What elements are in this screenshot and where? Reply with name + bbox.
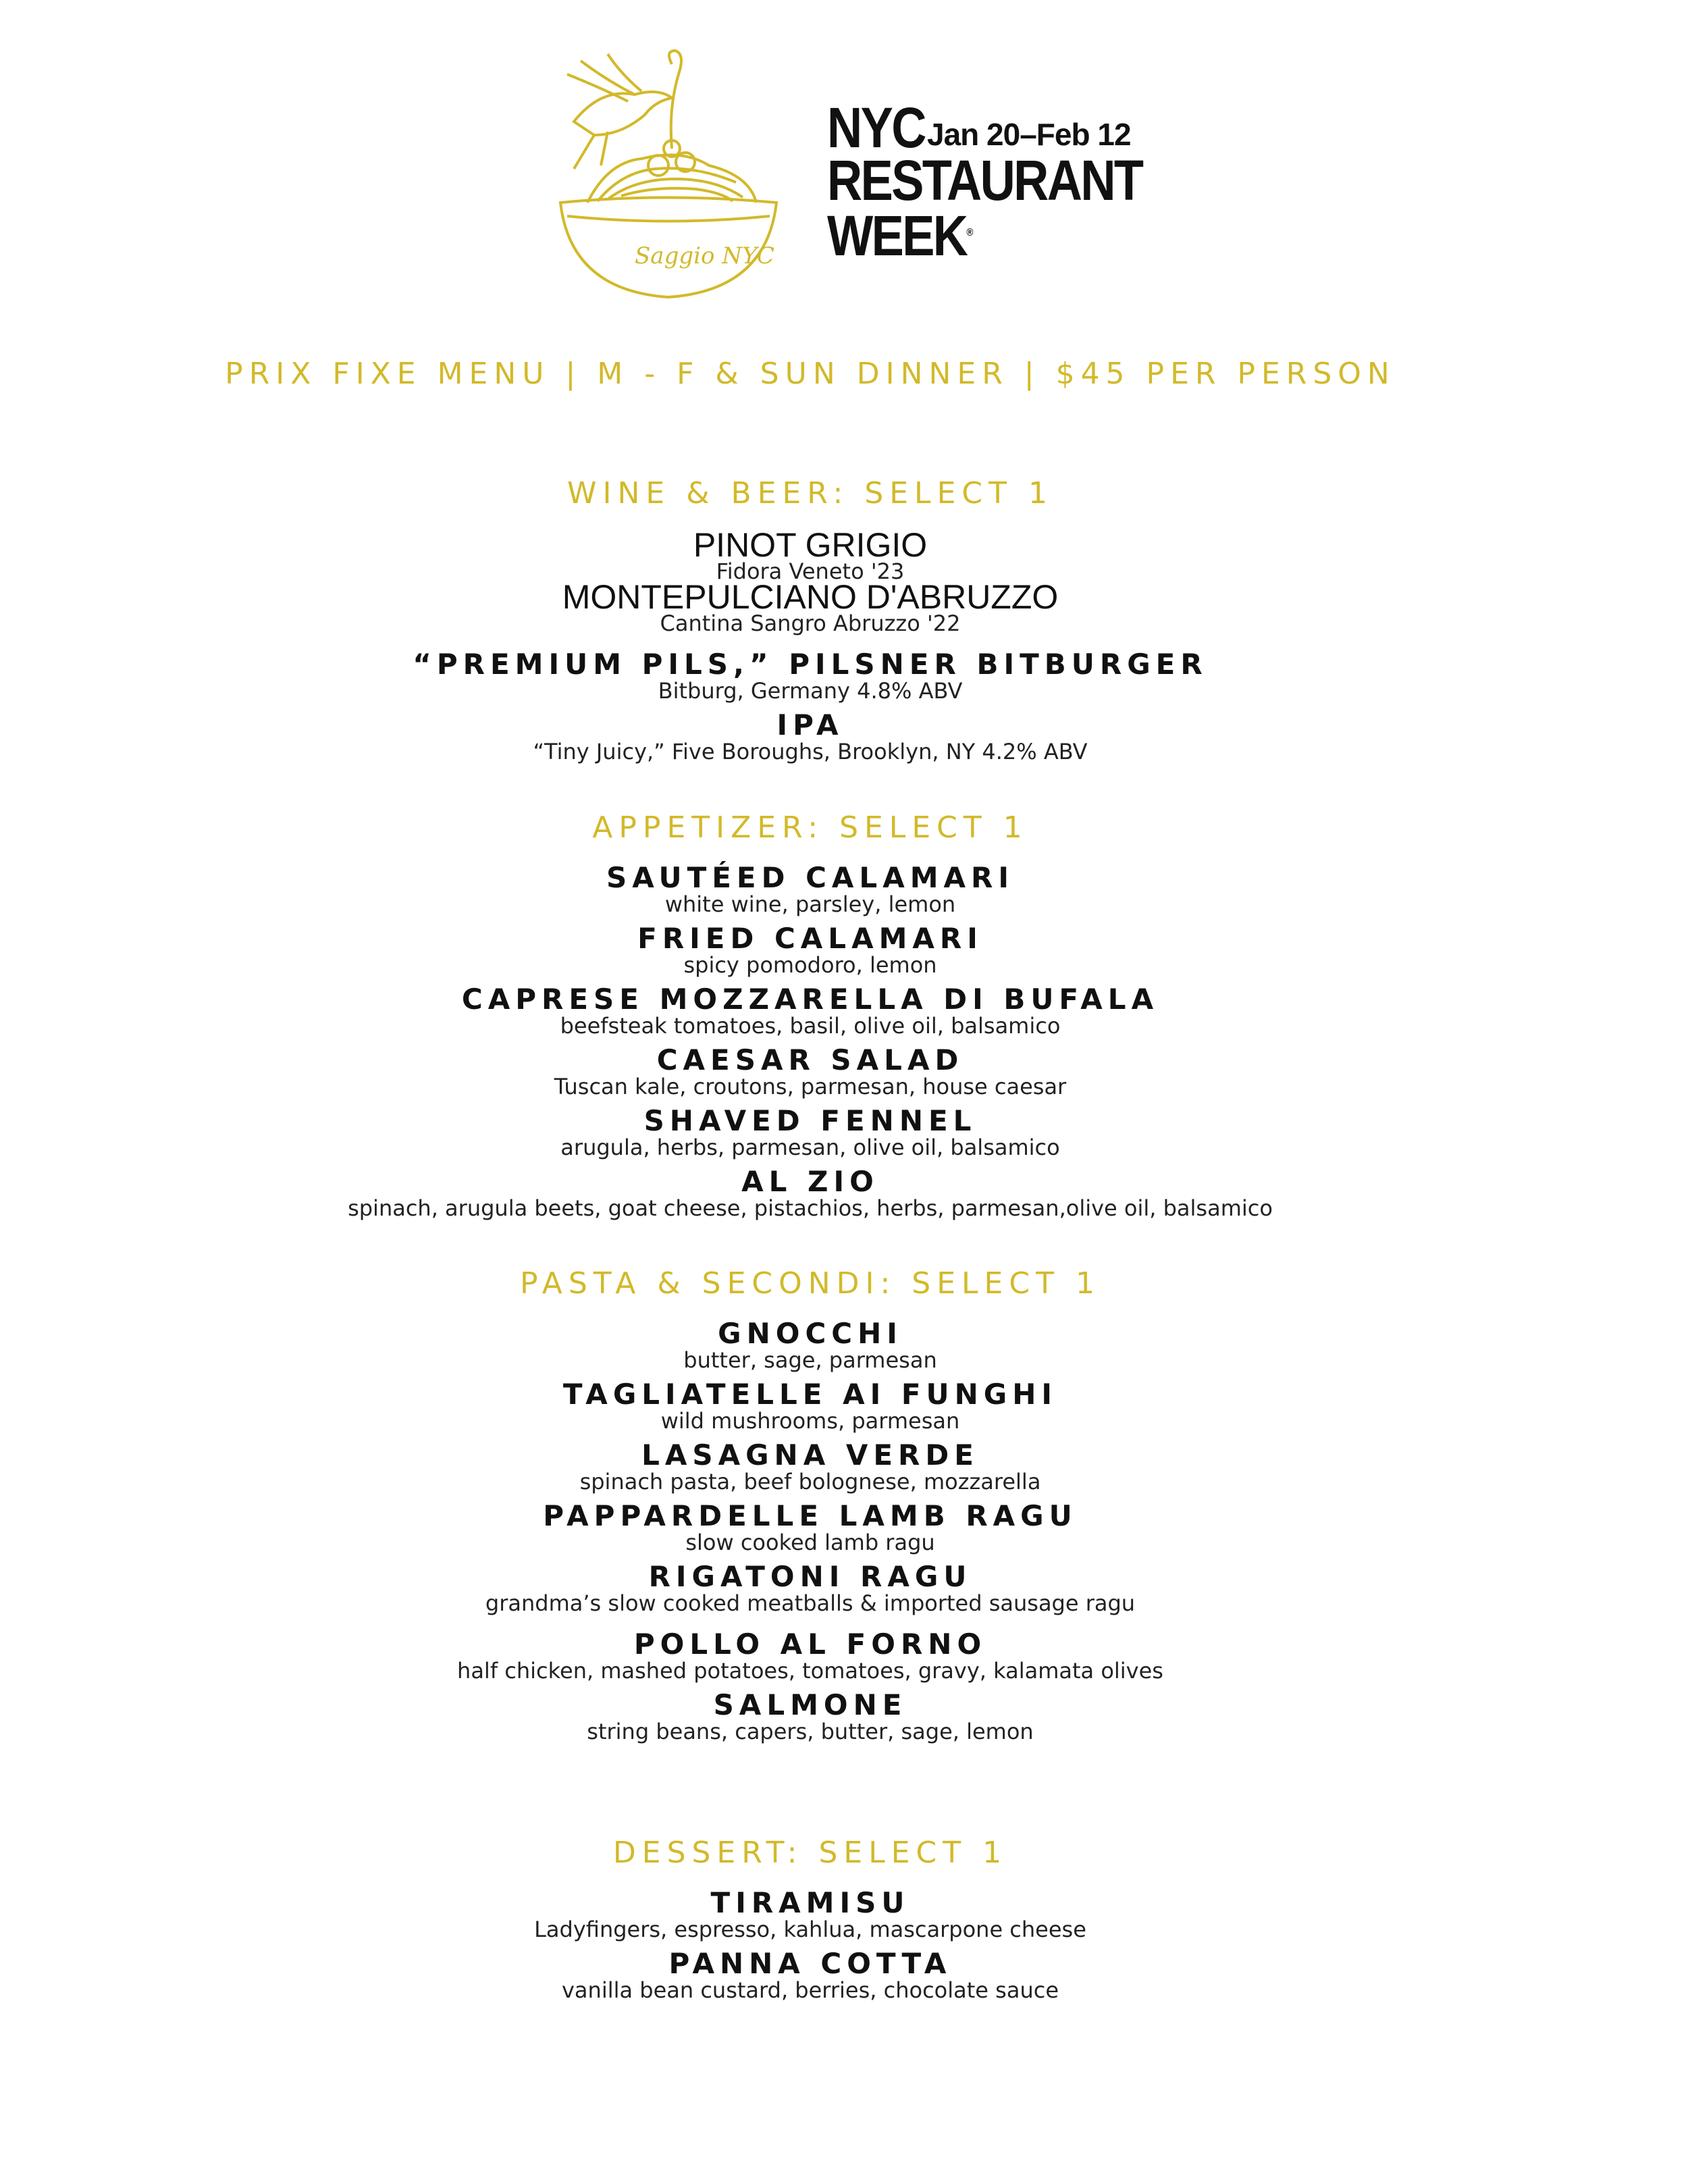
menu-item	[0, 710, 1620, 763]
section-title-pasta-secondi: PASTA & SECONDI: SELECT 1	[520, 1266, 1101, 1301]
item-desc: Fidora Veneto '23	[716, 558, 905, 584]
item-name: PANNA COTTA	[668, 1947, 952, 1980]
item-name: “PREMIUM PILS,” PILSNER BITBURGER	[413, 648, 1208, 681]
item-name: RIGATONI RAGU	[648, 1560, 972, 1593]
rw-week: WEEK®	[827, 204, 972, 267]
item-desc: butter, sage, parmesan	[683, 1347, 937, 1373]
item-name: TAGLIATELLE AI FUNGHI	[562, 1378, 1058, 1411]
menu-item	[0, 1562, 1620, 1615]
item-desc: spinach, arugula beets, goat cheese, pistachios, herbs, parmesan,olive oil, balsamico	[348, 1195, 1273, 1221]
item-desc: arugula, herbs, parmesan, olive oil, balsamico	[560, 1135, 1060, 1160]
rw-nyc: NYC	[827, 96, 925, 159]
item-desc: spicy pomodoro, lemon	[683, 952, 937, 978]
menu-item	[0, 1501, 1620, 1554]
item-desc: string beans, capers, butter, sage, lemon	[587, 1719, 1034, 1744]
section-title-wine-beer: WINE & BEER: SELECT 1	[567, 476, 1053, 511]
item-desc: Ladyfingers, espresso, kahlua, mascarpone cheese	[534, 1917, 1086, 1942]
rw-dates: Jan 20–Feb 12	[927, 117, 1131, 152]
logo-script-text: Saggio NYC	[635, 242, 774, 269]
item-desc: Cantina Sangro Abruzzo '22	[660, 610, 961, 636]
item-desc: beefsteak tomatoes, basil, olive oil, balsamico	[560, 1013, 1061, 1039]
item-desc: grandma’s slow cooked meatballs & imported sausage ragu	[485, 1590, 1136, 1616]
item-name: TIRAMISU	[710, 1886, 910, 1919]
saggio-logo	[533, 47, 803, 304]
menu-item	[0, 1319, 1620, 1372]
item-desc: wild mushrooms, parmesan	[660, 1408, 960, 1434]
menu-item	[0, 578, 1620, 636]
menu-item	[0, 1440, 1620, 1493]
restaurant-week-logo	[827, 96, 1193, 267]
menu-item	[0, 1888, 1620, 1941]
item-name: PINOT GRIGIO	[693, 526, 928, 564]
menu-item	[0, 1949, 1620, 2002]
item-desc: vanilla bean custard, berries, chocolate sauce	[561, 1977, 1059, 2003]
item-name: PAPPARDELLE LAMB RAGU	[543, 1499, 1078, 1532]
item-name: SHAVED FENNEL	[643, 1104, 977, 1137]
item-name: SALMONE	[713, 1688, 907, 1721]
item-name: IPA	[776, 708, 844, 742]
item-name: AL ZIO	[741, 1165, 879, 1198]
item-desc: slow cooked lamb ragu	[685, 1530, 935, 1555]
menu-item	[0, 985, 1620, 1037]
item-name: CAESAR SALAD	[656, 1043, 964, 1076]
item-desc: spinach pasta, beef bolognese, mozzarella	[579, 1469, 1041, 1494]
section-title-appetizer: APPETIZER: SELECT 1	[592, 810, 1028, 845]
menu-item	[0, 1630, 1620, 1682]
item-desc: half chicken, mashed potatoes, tomatoes, gravy, kalamata olives	[457, 1658, 1163, 1684]
item-name: LASAGNA VERDE	[641, 1438, 979, 1472]
menu-item	[0, 650, 1620, 702]
rw-restaurant: RESTAURANT	[827, 149, 1142, 212]
menu-item	[0, 1045, 1620, 1098]
item-name: SAUTÉED CALAMARI	[606, 861, 1014, 894]
menu-item	[0, 1380, 1620, 1432]
item-desc: Tuscan kale, croutons, parmesan, house caesar	[554, 1074, 1067, 1099]
item-desc: “Tiny Juicy,” Five Boroughs, Brooklyn, NY 4.2% ABV	[533, 739, 1088, 764]
prix-fixe-banner: PRIX FIXE MENU | M - F & SUN DINNER | $45 PER PERSON	[225, 357, 1396, 391]
menu-item	[0, 863, 1620, 916]
section-title-dessert: DESSERT: SELECT 1	[612, 1836, 1008, 1870]
menu-item	[0, 924, 1620, 977]
item-name: GNOCCHI	[718, 1317, 903, 1350]
item-name: MONTEPULCIANO D'ABRUZZO	[562, 578, 1059, 616]
menu-item	[0, 1167, 1620, 1220]
item-name: POLLO AL FORNO	[633, 1628, 987, 1661]
item-desc: white wine, parsley, lemon	[664, 891, 956, 917]
menu-item	[0, 1106, 1620, 1159]
menu-item	[0, 1690, 1620, 1743]
menu-item	[0, 526, 1620, 584]
item-name: CAPRESE MOZZARELLA DI BUFALA	[461, 983, 1159, 1016]
item-name: FRIED CALAMARI	[637, 922, 983, 955]
item-desc: Bitburg, Germany 4.8% ABV	[658, 678, 963, 704]
